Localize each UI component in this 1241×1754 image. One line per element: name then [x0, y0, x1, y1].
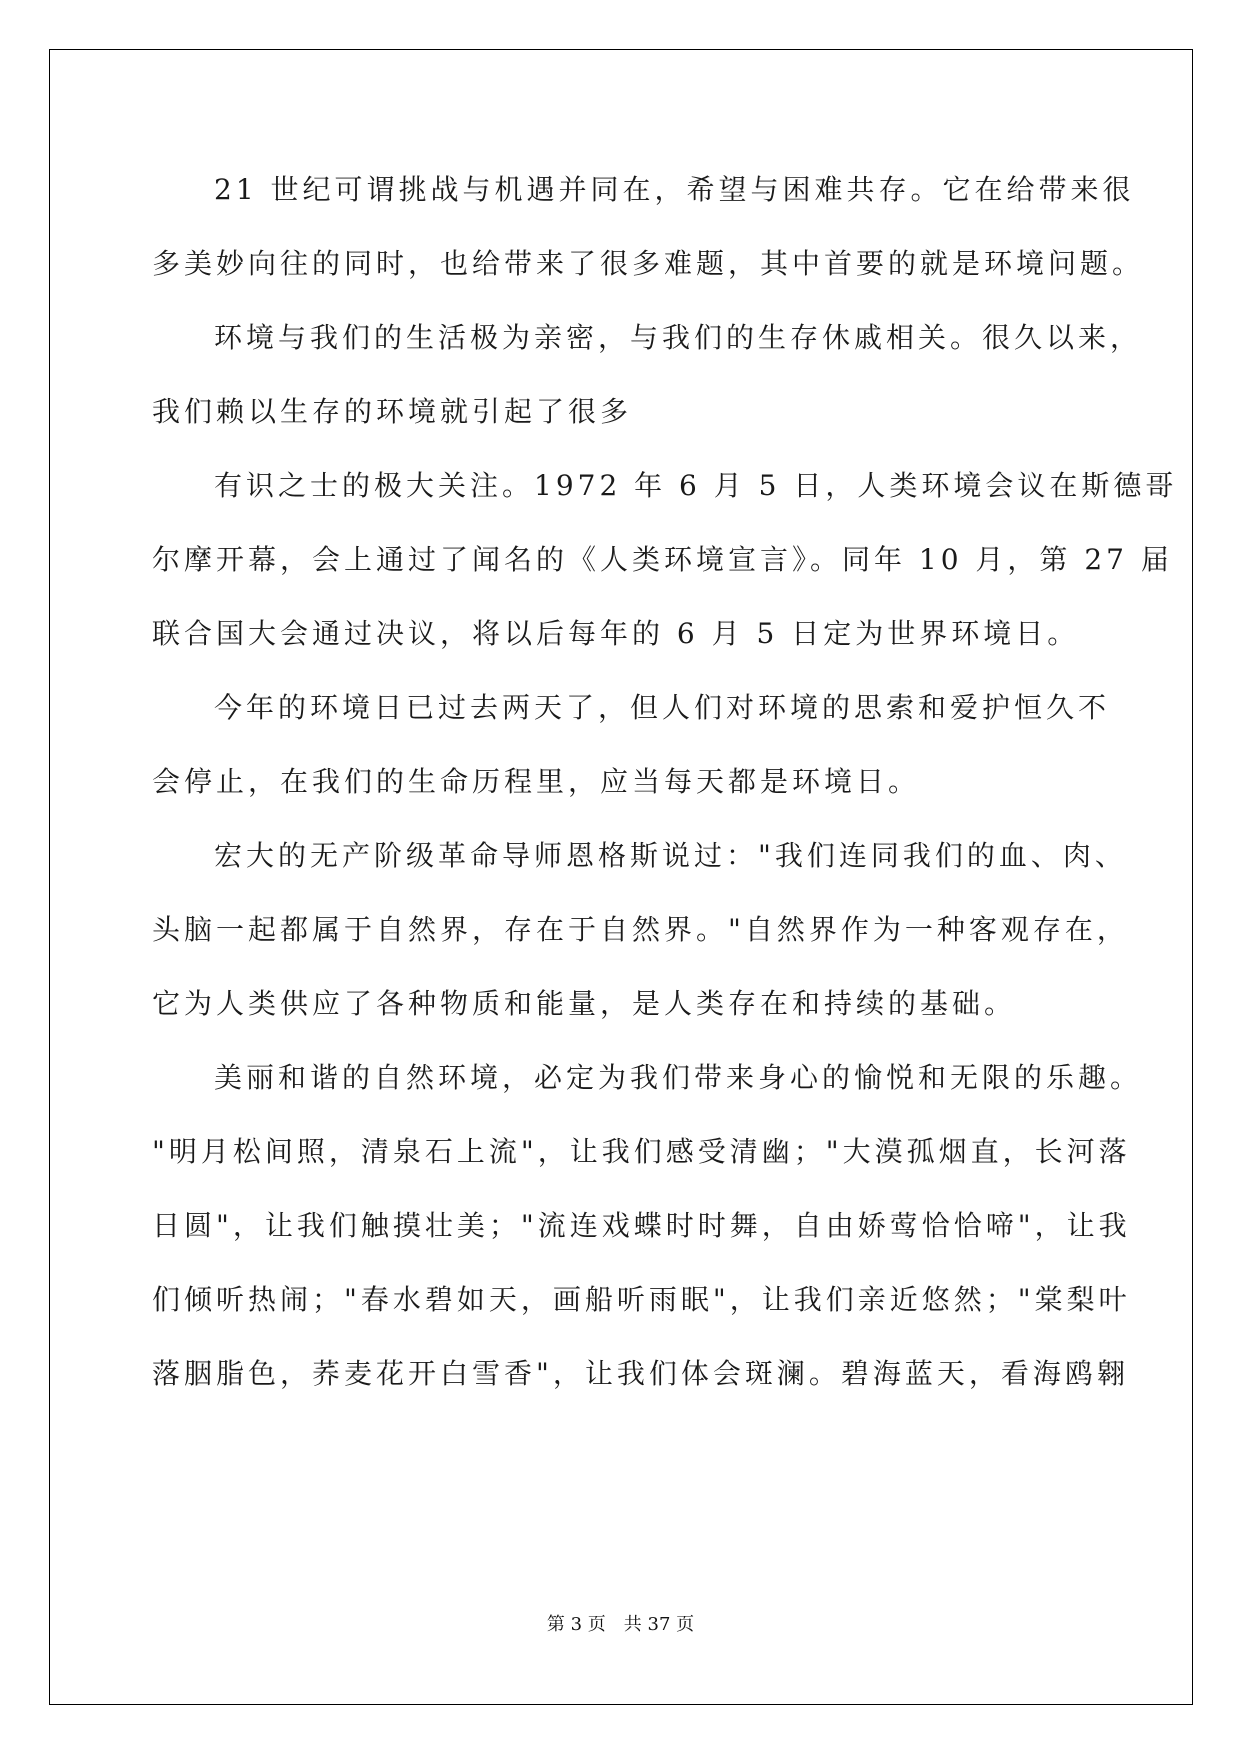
text-line: 今年的环境日已过去两天了，但人们对环境的思索和爱护恒久不 [214, 691, 1111, 724]
text-line: 尔摩开幕，会上通过了闻名的《人类环境宣言》。同年 10 月，第 27 届 [152, 543, 1173, 576]
text-line: 联合国大会通过决议，将以后每年的 6 月 5 日定为世界环境日。 [152, 617, 1080, 650]
text-line: 它为人类供应了各种物质和能量，是人类存在和持续的基础。 [152, 987, 1017, 1020]
text-line: 我们赖以生存的环境就引起了很多 [152, 395, 633, 428]
text-line: 美丽和谐的自然环境，必定为我们带来身心的愉悦和无限的乐趣。 [214, 1061, 1143, 1094]
document-body [152, 160, 1178, 1418]
text-line: 宏大的无产阶级革命导师恩格斯说过："我们连同我们的血、肉、 [214, 839, 1127, 872]
text-line: 落胭脂色，荞麦花开白雪香"，让我们体会斑澜。碧海蓝天，看海鸥翱 [152, 1357, 1129, 1390]
text-line: 有识之士的极大关注。1972 年 6 月 5 日，人类环境会议在斯德哥 [214, 469, 1178, 502]
text-line: 日圆"，让我们触摸壮美；"流连戏蝶时时舞，自由娇莺恰恰啼"，让我 [152, 1209, 1131, 1242]
page-number-footer: 第 3 页 共 37 页 [546, 1614, 695, 1635]
text-line: 们倾听热闹；"春水碧如天，画船听雨眠"，让我们亲近悠然；"棠梨叶 [152, 1283, 1131, 1316]
text-line: 会停止，在我们的生命历程里，应当每天都是环境日。 [152, 765, 921, 798]
text-line: 环境与我们的生活极为亲密，与我们的生存休戚相关。很久以来， [214, 321, 1143, 354]
text-line: "明月松间照，清泉石上流"，让我们感受清幽；"大漠孤烟直，长河落 [152, 1135, 1131, 1168]
text-line: 多美妙向往的同时，也给带来了很多难题，其中首要的就是环境问题。 [152, 247, 1145, 280]
text-line: 头脑一起都属于自然界，存在于自然界。"自然界作为一种客观存在， [152, 913, 1129, 946]
text-line: 21 世纪可谓挑战与机遇并同在，希望与困难共存。它在给带来很 [214, 173, 1135, 206]
